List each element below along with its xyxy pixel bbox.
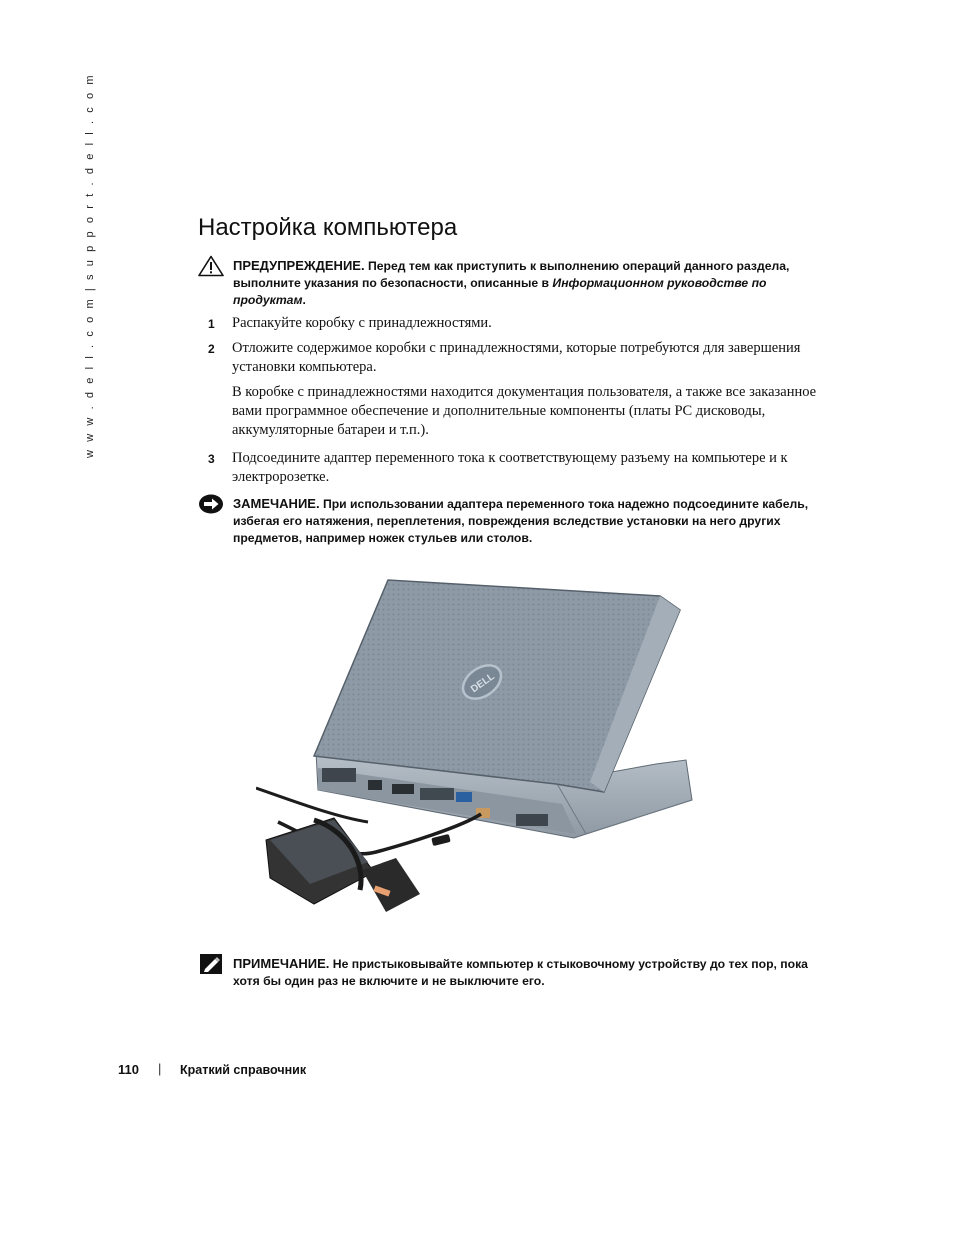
warning-triangle-icon: [198, 255, 224, 277]
page-title: Настройка компьютера: [198, 214, 458, 241]
notice-arrow-icon: [198, 493, 224, 515]
step-1-text: Распакуйте коробку с принадлежностями.: [232, 315, 492, 331]
warning-text: [233, 257, 818, 309]
laptop-adapter-illustration: [256, 572, 700, 922]
step-3-number: 3: [208, 452, 215, 466]
step-2-text: Отложите содержимое коробки с принадлежностями, которые потребуются для завершения установки компьютера.: [232, 340, 801, 375]
power-adapter: [266, 818, 374, 904]
note-block: [198, 955, 818, 990]
page-number: 110: [118, 1062, 139, 1077]
footer-title: Краткий справочник: [180, 1063, 307, 1077]
note-body: Не пристыковывайте компьютер к стыковочному устройству до тех пор, пока хотя бы один раз не включите и не выключите его.: [233, 957, 808, 988]
step-3-text: Подсоедините адаптер переменного тока к соответствующему разъему на компьютере и к электророзетке.: [232, 450, 788, 485]
warning-body-2: .: [302, 293, 306, 307]
step-1-number: 1: [208, 317, 215, 331]
step-2: [208, 339, 818, 377]
step-3: [208, 449, 818, 487]
note-pencil-icon: [198, 953, 224, 975]
note-label: ПРИМЕЧАНИЕ.: [233, 956, 330, 971]
step-2-number: 2: [208, 342, 215, 356]
warning-label: ПРЕДУПРЕЖДЕНИЕ.: [233, 258, 365, 273]
footer-separator: |: [158, 1061, 162, 1076]
notice-text: [233, 495, 818, 547]
notice-block: [198, 495, 818, 547]
note-text: [233, 955, 818, 990]
laptop-lid: [314, 580, 680, 792]
dell-logo-text: DELL: [469, 671, 497, 696]
step-1: [208, 314, 818, 333]
side-url-banner: [84, 72, 104, 458]
warning-block: [198, 257, 818, 309]
warning-body-italic: Информационном руководстве по продуктам: [233, 276, 767, 307]
notice-body: При использовании адаптера переменного тока надежно подсоедините кабель, избегая его натяжения, переплетения, повреждения вследствие установки на него других предметов, например ножек стульев или столов.: [233, 497, 809, 545]
warning-body-1: Перед тем как приступить к выполнению операций данного раздела, выполните указания по безопасности, описанные в: [233, 259, 790, 290]
power-plug: [362, 858, 420, 912]
side-url-text: w w w . d e l l . c o m | s u p p o r t . d e l l . c o m: [84, 72, 96, 458]
notice-label: ЗАМЕЧАНИЕ.: [233, 496, 320, 511]
step-2-detail: В коробке с принадлежностями находится документация пользователя, а также все заказанное вами программное обеспечение и дополнительные компоненты (платы PC дисководы, аккумуляторные батареи и т.п.).: [232, 384, 817, 438]
